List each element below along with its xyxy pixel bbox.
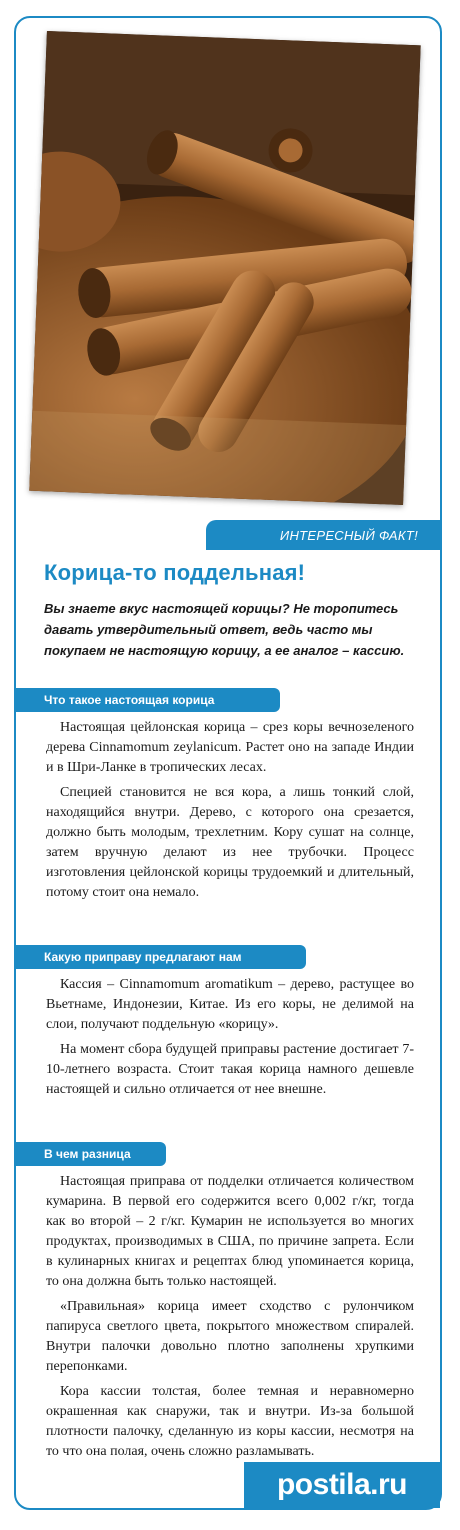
paragraph: Кора кассии толстая, более темная и неравномерно окрашенная как снаружи, так и внутри. Из-за большой плотности палочку, сделанную из коры кассии, несмотря на то что она полая, очень сложно разламывать. xyxy=(46,1384,414,1459)
postila-watermark[interactable] xyxy=(244,1462,440,1508)
section-body-difference xyxy=(46,1172,414,1467)
paragraph: «Правильная» корица имеет сходство с рулончиком папируса светлого цвета, покрытого множеством спиралей. Внутри палочки довольно плотно заполнены хрупкими перепонками. xyxy=(46,1299,414,1374)
paragraph: Кассия – Cinnamomum aromatikum – дерево, растущее во Вьетнаме, Индонезии, Китае. Из его коры, не делимой на слои, получают поддельную «корицу». xyxy=(46,977,414,1032)
cinnamon-sticks-illustration xyxy=(29,31,420,505)
section-heading-what-is-real-cinnamon: Что такое настоящая корица xyxy=(14,688,280,712)
cinnamon-photo xyxy=(29,31,420,505)
interesting-fact-label: ИНТЕРЕСНЫЙ ФАКТ! xyxy=(206,520,440,550)
section-body-what-is-real-cinnamon xyxy=(46,718,414,908)
paragraph: На момент сбора будущей приправы растение достигает 7-10-летнего возраста. Стоит такая корица намного дешевле настоящей и сильно отличается от нее внешне. xyxy=(46,1042,414,1097)
section-heading-what-spice-offered: Какую приправу предлагают нам xyxy=(14,945,306,969)
watermark-text: postila.ru xyxy=(276,1468,407,1501)
article-lead: Вы знаете вкус настоящей корицы? Не торопитесь давать утвердительный ответ, ведь часто мы покупаем не настоящую корицу, а ее аналог – кассию. xyxy=(44,601,405,658)
paragraph: Настоящая цейлонская корица – срез коры вечнозеленого дерева Cinnamomum zeylanicum. Растет оно на западе Индии и в Шри-Ланке в тропических лесах. xyxy=(46,720,414,775)
paragraph: Настоящая приправа от подделки отличается количеством кумарина. В первой его содержится всего 0,002 г/кг, тогда как во второй – 2 г/кг. Кумарин не используется во многих продуктах, производимых в США, по причине запрета. Если в кулинарных книгах и рецептах блюд упоминается корица, то она должна быть только настоящей. xyxy=(46,1174,414,1289)
section-body-what-spice-offered xyxy=(46,975,414,1105)
paragraph: Специей становится не вся кора, а лишь тонкий слой, находящийся внутри. Дерево, с которого она срезается, должно быть молодым, трехлетним. Кору сушат на солнце, затем вручную делают из нее трубочки. Процесс изготовления цейлонской корицы трудоемкий и длительный, потому стоит она немало. xyxy=(46,785,414,900)
section-heading-difference: В чем разница xyxy=(14,1142,166,1166)
article-title: Корица-то поддельная! xyxy=(44,560,306,585)
